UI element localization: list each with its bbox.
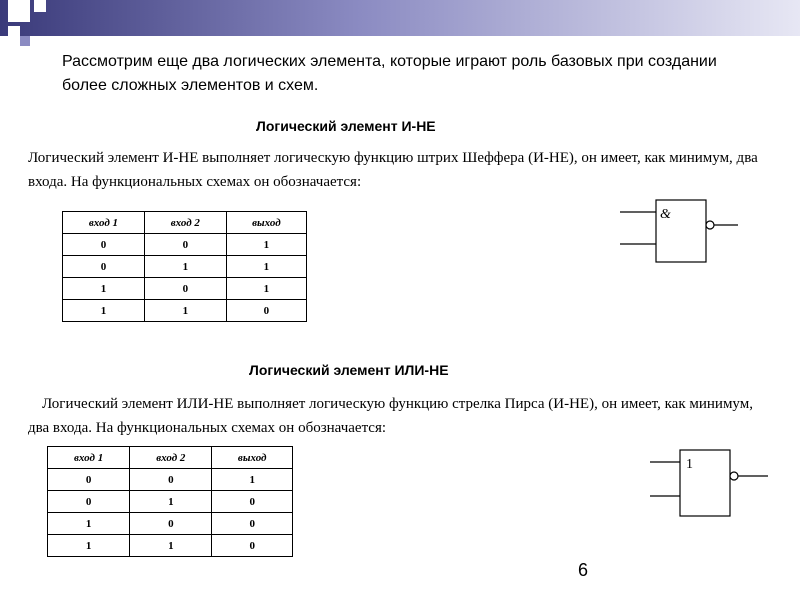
section-description-nand: Логический элемент И-НЕ выполняет логическую функцию штрих Шеффера (И-НЕ), он имеет, как минимум, два входа. На функциональных схемах он обозначается: xyxy=(28,150,758,190)
truth-table-nor xyxy=(47,446,293,557)
gate-inversion-circle xyxy=(706,221,714,229)
table-cell: 1 xyxy=(226,256,306,278)
gate-symbol-label: 1 xyxy=(686,457,693,472)
table-cell: 1 xyxy=(63,278,145,300)
table-cell: 0 xyxy=(130,513,212,535)
intro-text: Рассмотрим еще два логических элемента, которые играют роль базовых при создании более сложных элементов и схем. xyxy=(62,53,717,94)
nand-gate-diagram xyxy=(618,198,743,268)
nor-gate-diagram xyxy=(648,448,773,520)
header-decoration-square xyxy=(8,0,30,22)
gate-symbol-label: & xyxy=(660,207,671,222)
table-row xyxy=(48,469,293,491)
header-decoration-square xyxy=(20,36,30,46)
table-cell: 1 xyxy=(130,491,212,513)
section-title-nor: Логический элемент ИЛИ-НЕ xyxy=(249,362,449,378)
table-cell: 0 xyxy=(63,256,145,278)
table-header-cell: вход 1 xyxy=(63,212,145,234)
table-cell: 1 xyxy=(48,513,130,535)
table-cell: 0 xyxy=(63,234,145,256)
table-header-row xyxy=(63,212,307,234)
table-cell: 0 xyxy=(48,469,130,491)
gate-inversion-circle xyxy=(730,472,738,480)
header-decoration-square xyxy=(34,0,46,12)
table-header-cell: вход 2 xyxy=(130,447,212,469)
table-row xyxy=(63,300,307,322)
table-row xyxy=(48,535,293,557)
table-cell: 1 xyxy=(144,300,226,322)
table-row xyxy=(48,491,293,513)
table-row xyxy=(63,234,307,256)
table-cell: 1 xyxy=(48,535,130,557)
table-cell: 1 xyxy=(130,535,212,557)
table-cell: 0 xyxy=(144,234,226,256)
table-cell: 0 xyxy=(130,469,212,491)
table-cell: 0 xyxy=(212,535,293,557)
section-description-nor: Логический элемент ИЛИ-НЕ выполняет логическую функцию стрелка Пирса (И-НЕ), он имеет, как минимум, два входа. На функциональных схемах он обозначается: xyxy=(28,396,753,436)
table-cell: 1 xyxy=(63,300,145,322)
table-cell: 0 xyxy=(48,491,130,513)
table-cell: 0 xyxy=(226,300,306,322)
table-cell: 1 xyxy=(212,469,293,491)
table-cell: 1 xyxy=(226,278,306,300)
table-cell: 0 xyxy=(144,278,226,300)
header-decoration-square xyxy=(8,26,20,36)
table-header-cell: выход xyxy=(226,212,306,234)
table-cell: 1 xyxy=(226,234,306,256)
truth-table-nand xyxy=(62,211,307,322)
header-decoration-bar xyxy=(0,0,800,36)
section-title-nand: Логический элемент И-НЕ xyxy=(256,118,436,134)
table-row xyxy=(63,256,307,278)
table-cell: 0 xyxy=(212,513,293,535)
page-number: 6 xyxy=(578,560,589,580)
table-header-cell: выход xyxy=(212,447,293,469)
table-header-cell: вход 2 xyxy=(144,212,226,234)
table-row xyxy=(48,513,293,535)
table-cell: 1 xyxy=(144,256,226,278)
table-header-row xyxy=(48,447,293,469)
table-cell: 0 xyxy=(212,491,293,513)
table-header-cell: вход 1 xyxy=(48,447,130,469)
table-row xyxy=(63,278,307,300)
